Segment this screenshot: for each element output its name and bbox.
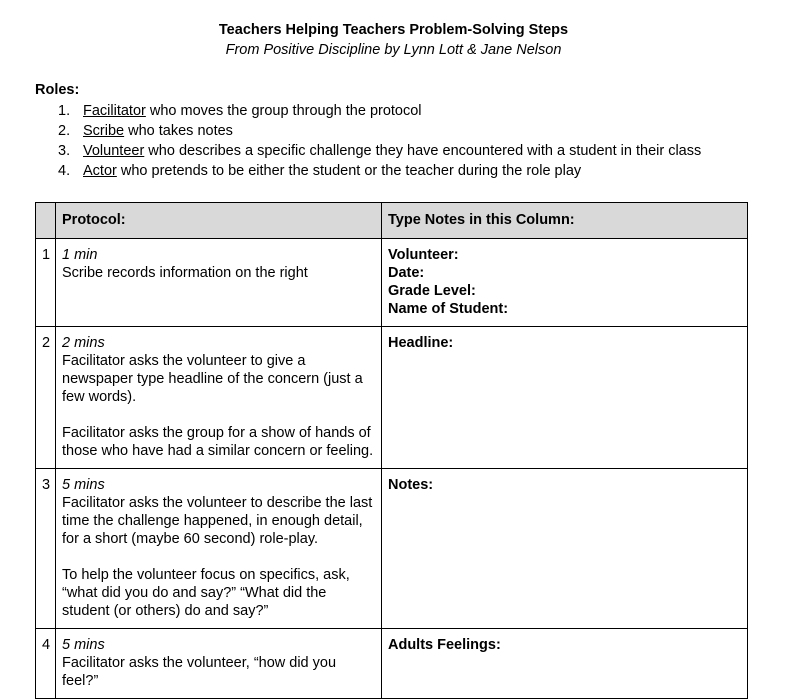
table-row	[36, 469, 748, 629]
list-number: 2.	[58, 123, 71, 139]
protocol-cell	[56, 629, 382, 699]
protocol-cell	[56, 469, 382, 629]
role-item-scribe	[58, 122, 701, 142]
header-protocol: Protocol:	[56, 203, 382, 239]
header-notes[interactable]: Type Notes in this Column:	[382, 203, 748, 239]
role-name: Volunteer	[83, 143, 145, 159]
role-description: who describes a specific challenge they have encountered with a student in their class	[144, 143, 702, 159]
step-instruction: Facilitator asks the volunteer to give a newspaper type headline of the concern (just a few words).	[62, 353, 363, 405]
step-number: 2	[36, 327, 56, 469]
step-instruction: Facilitator asks the volunteer, “how did you feel?”	[62, 655, 337, 689]
step-duration: 5 mins	[62, 637, 105, 653]
protocol-table	[35, 202, 748, 699]
roles-heading: Roles:	[35, 82, 80, 98]
step-duration: 2 mins	[62, 335, 105, 351]
list-number: 1.	[58, 103, 71, 119]
notes-cell[interactable]	[382, 469, 748, 629]
table-row	[36, 239, 748, 327]
table-row	[36, 327, 748, 469]
step-number: 1	[36, 239, 56, 327]
list-number: 3.	[58, 143, 71, 159]
list-number: 4.	[58, 163, 71, 179]
step-number: 4	[36, 629, 56, 699]
role-item-volunteer	[58, 142, 701, 162]
table-row	[36, 629, 748, 699]
document-subtitle: From Positive Discipline by Lynn Lott & Jane Nelson	[225, 42, 562, 58]
role-item-actor	[58, 162, 701, 182]
role-item-facilitator	[58, 102, 701, 122]
step-instruction: To help the volunteer focus on specifics, ask, “what did you do and say?” “What did the student (or others) do and say?”	[62, 567, 350, 619]
notes-field-label: Date:	[388, 265, 425, 281]
notes-field-label: Volunteer:	[388, 247, 459, 263]
notes-cell[interactable]	[382, 629, 748, 699]
notes-cell[interactable]	[382, 239, 748, 327]
step-duration: 1 min	[62, 247, 98, 263]
step-duration: 5 mins	[62, 477, 105, 493]
role-name: Scribe	[83, 123, 125, 139]
notes-field-label: Grade Level:	[388, 283, 476, 299]
notes-cell[interactable]	[382, 327, 748, 469]
notes-field-label: Adults Feelings:	[388, 637, 501, 653]
step-instruction: Facilitator asks the group for a show of hands of those who have had a similar concern or feeling.	[62, 425, 374, 459]
document-title: Teachers Helping Teachers Problem-Solving Steps	[218, 22, 569, 38]
table-header-row	[36, 203, 748, 239]
notes-field-label: Name of Student:	[388, 301, 509, 317]
notes-field-label: Headline:	[388, 335, 454, 351]
role-description: who pretends to be either the student or the teacher during the role play	[116, 163, 582, 179]
step-instruction: Facilitator asks the volunteer to describe the last time the challenge happened, in enough detail, for a short (maybe 60 second) role-play.	[62, 495, 373, 547]
header-number	[36, 203, 56, 239]
protocol-cell	[56, 327, 382, 469]
notes-field-label: Notes:	[388, 477, 434, 493]
step-instruction: Scribe records information on the right	[62, 265, 308, 281]
role-name: Actor	[83, 163, 117, 179]
role-description: who moves the group through the protocol	[145, 103, 422, 119]
protocol-cell	[56, 239, 382, 327]
roles-list	[58, 102, 701, 182]
step-number: 3	[36, 469, 56, 629]
role-description: who takes notes	[124, 123, 233, 139]
role-name: Facilitator	[83, 103, 146, 119]
